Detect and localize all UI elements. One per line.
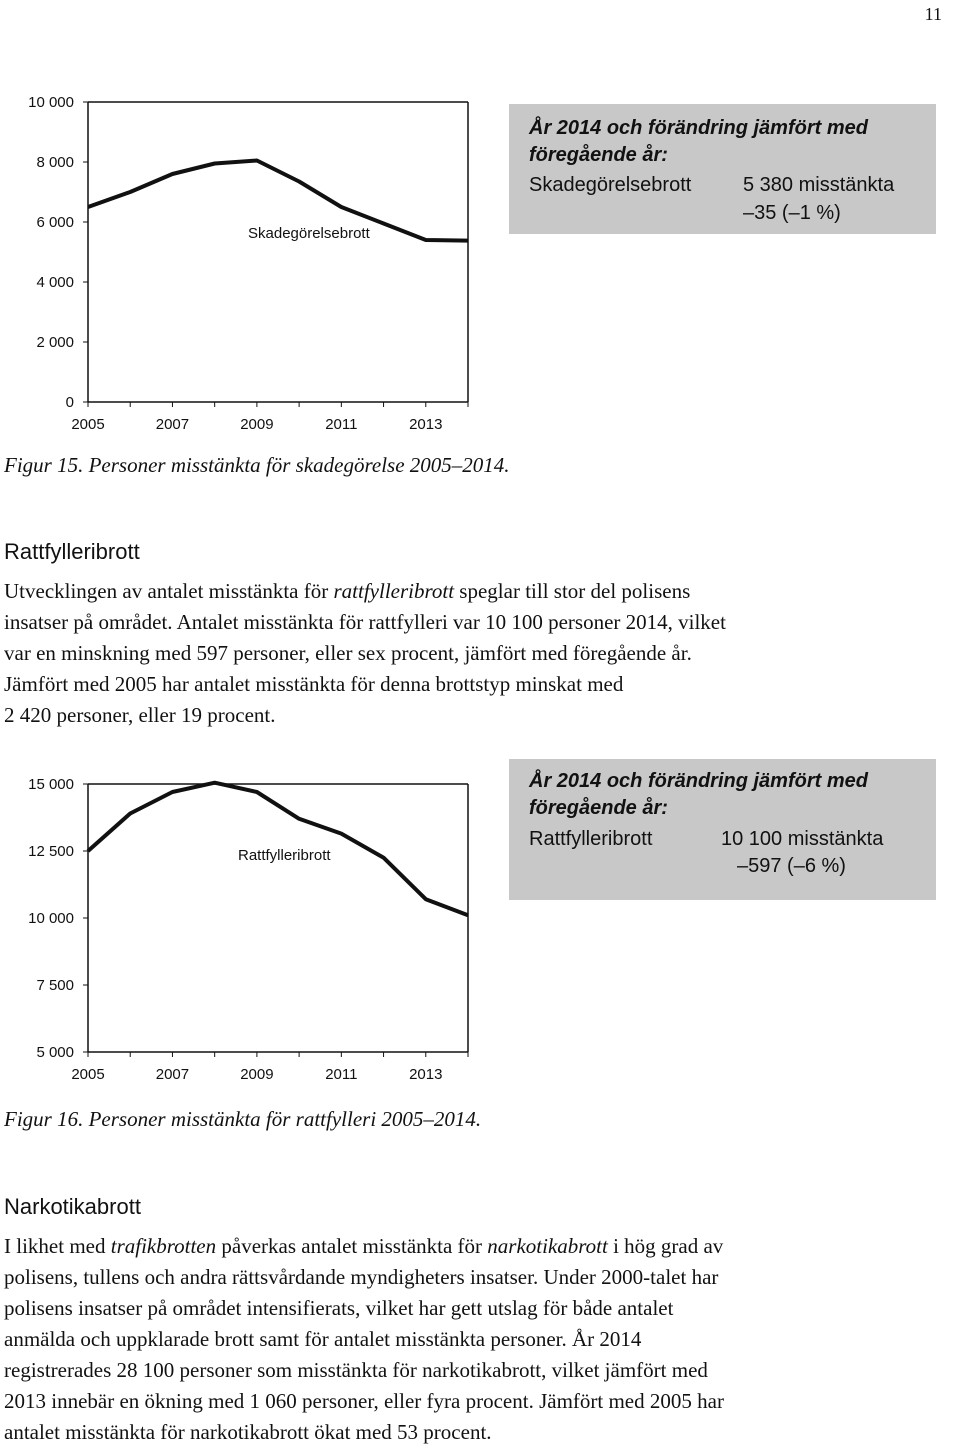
infobox-category: Rattfylleribrott [529,828,653,850]
infobox-value: 10 100 misstänkta [721,828,884,850]
para-line: I likhet med trafikbrotten påverkas antalet misstänkta för narkotikabrott i hög grad av [4,1234,724,1258]
infobox-change: –597 (–6 %) [737,855,846,877]
infobox-header-line: År 2014 och förändring jämfört med [529,117,868,139]
x-tick-label: 2013 [409,416,443,433]
para-line: anmälda och uppklarade brott samt för antalet misstänkta personer. År 2014 [4,1327,642,1351]
para-line: Jämfört med 2005 har antalet misstänkta för denna brottstyp minskat med [4,672,624,696]
series-label: Skadegörelsebrott [248,225,370,242]
y-tick-label: 2 000 [36,334,74,351]
infobox-header-line: föregående år: [529,797,668,819]
x-tick-label: 2007 [155,416,190,433]
x-tick-label: 2011 [325,416,358,433]
y-tick-label: 12 500 [28,843,74,860]
infobox-header [529,115,868,169]
figure-16-chart [0,760,480,1090]
y-tick-label: 7 500 [36,977,74,994]
para-line: antalet misstänkta för narkotikabrott ökat med 53 procent. [4,1420,492,1444]
section-paragraph-rattfylleribrott [4,576,944,731]
italic-term: narkotikabrott [487,1234,608,1258]
para-line: polisens, tullens och andra rättsvårdande myndigheters insatser. Under 2000-talet har [4,1265,719,1289]
x-tick-label: 2013 [409,1066,443,1083]
para-line: 2 420 personer, eller 19 procent. [4,703,276,727]
infobox-change: –35 (–1 %) [743,202,841,224]
figure-15-infobox [509,104,936,234]
x-tick-label: 2005 [71,1066,105,1083]
infobox-value: 5 380 misstänkta [743,174,895,196]
para-line: registrerades 28 100 personer som misstänkta för narkotikabrott, vilket jämfört med [4,1358,708,1382]
series-label: Rattfylleribrott [238,847,331,864]
para-line: var en minskning med 597 personer, eller sex procent, jämfört med föregående år. [4,641,692,665]
y-tick-label: 5 000 [36,1044,74,1061]
y-tick-label: 4 000 [36,274,74,291]
italic-term: trafikbrotten [110,1234,217,1258]
italic-term: rattfylleribrott [333,579,455,603]
infobox-header-line: År 2014 och förändring jämfört med [529,770,868,792]
y-tick-label: 0 [65,394,74,411]
figure-16-infobox [509,759,936,900]
infobox-header [529,768,868,822]
infobox-category: Skadegörelsebrott [529,174,692,196]
infobox-header-line: föregående år: [529,144,668,166]
section-paragraph-narkotikabrott [4,1231,944,1448]
figure-15-chart [0,90,480,440]
figure-16-caption: Figur 16. Personer misstänkta för rattfylleri 2005–2014. [4,1107,482,1131]
x-tick-label: 2005 [71,416,105,433]
para-line: polisens insatser på området intensifierats, vilket har gett utslag för både antalet [4,1296,674,1320]
x-tick-label: 2007 [155,1066,190,1083]
section-heading-rattfylleribrott: Rattfylleribrott [4,539,140,564]
x-tick-label: 2009 [240,416,274,433]
y-tick-label: 10 000 [28,94,74,111]
figure-15-caption: Figur 15. Personer misstänkta för skadegörelse 2005–2014. [4,453,510,477]
para-line: insatser på området. Antalet misstänkta för rattfylleri var 10 100 personer 2014, vilket [4,610,726,634]
x-tick-label: 2009 [240,1066,274,1083]
page-number: 11 [924,4,942,24]
y-tick-label: 6 000 [36,214,74,231]
para-line: 2013 innebär en ökning med 1 060 personer, eller fyra procent. Jämfört med 2005 har [4,1389,724,1413]
y-tick-label: 15 000 [28,776,74,793]
x-tick-label: 2011 [325,1066,358,1083]
y-tick-label: 10 000 [28,910,74,927]
para-line: Utvecklingen av antalet misstänkta för rattfylleribrott speglar till stor del polisens [4,579,691,603]
y-tick-label: 8 000 [36,154,74,171]
section-heading-narkotikabrott: Narkotikabrott [4,1194,141,1219]
